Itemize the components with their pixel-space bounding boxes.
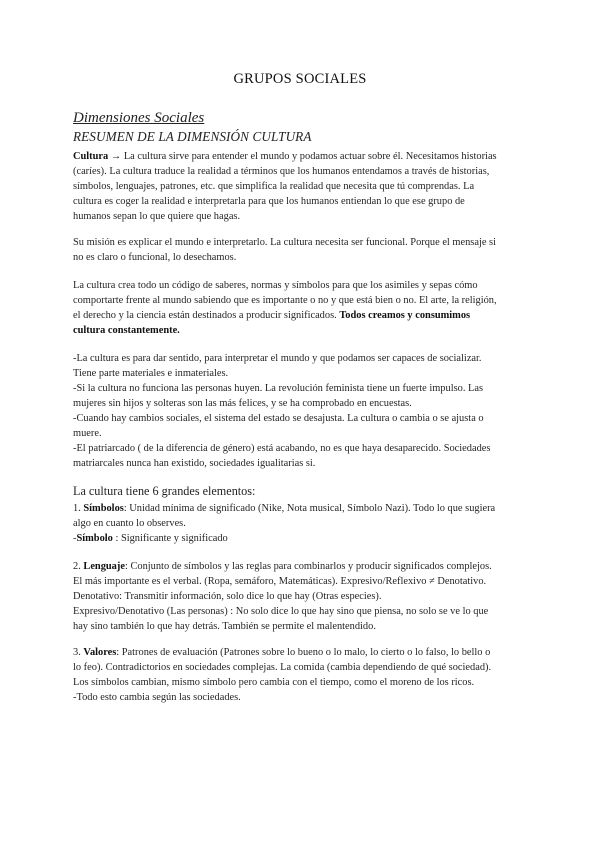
emphasis-text: Todos creamos y consumimos xyxy=(339,310,471,321)
text-line: comportarte frente al mundo sabiendo que es importante o no y que está bien o no. El arte, la religión, xyxy=(73,295,497,306)
bullet-line: -Cuando hay cambios sociales, el sistema del estado se desajusta. La cultura o cambia o se ajusta o xyxy=(73,413,484,424)
text-line: humanos sepan lo que quiere que hagas. xyxy=(73,211,241,222)
bullet-line: mujeres sin hijos y solteras son las más felices, y se ha comprobado en encuestas. xyxy=(73,398,412,409)
bullet-line: -La cultura es para dar sentido, para interpretar el mundo y que podamos ser capaces de socializar. xyxy=(73,353,482,364)
text-line: (caríes). La cultura traduce la realidad a términos que los humanos entendamos a través de historias, xyxy=(73,166,490,177)
text-line: Denotativo: Transmitir información, solo dice lo que hay (Otras especies). xyxy=(73,591,382,602)
item-number: 1. xyxy=(73,503,84,514)
item-number: 3. xyxy=(73,647,84,658)
bullet-line: Tiene parte materiales e inmateriales. xyxy=(73,368,229,379)
text-line: Los símbolos cambian, mismo símbolo pero cambia con el tiempo, como el moreno de los ricos. xyxy=(73,677,475,688)
item-number: 2. xyxy=(73,561,84,572)
term-simbolo: Símbolo xyxy=(76,533,113,544)
mission-paragraph xyxy=(73,235,533,265)
text-line: La cultura crea todo un código de saberes, normas y símbolos para que los asimiles y sepas cómo xyxy=(73,280,478,291)
text-line: : Conjunto de símbolos y las reglas para combinarlos y producir significados complejos. xyxy=(124,561,492,572)
arrow-glyph: → xyxy=(110,151,122,162)
text-line: El más importante es el verbal. (Ropa, semáforo, Matemáticas). Expresivo/Reflexivo ≠ Denotativo. xyxy=(73,576,487,587)
term-valores: Valores xyxy=(83,647,117,658)
text-line: Su misión es explicar el mundo e interpretarlo. La cultura necesita ser funcional. Porque el mensaje si xyxy=(73,237,496,248)
bullet-line: matriarcales nunca han existido, sociedades igualitarias si. xyxy=(73,458,316,469)
subsection-heading: RESUMEN DE LA DIMENSIÓN CULTURA xyxy=(73,129,312,144)
term-cultura: Cultura xyxy=(73,151,109,162)
text-line: : Unidad mínima de significado (Nike, Nota musical, Símbolo Nazi). Todo lo que sugiera xyxy=(123,503,496,514)
text-line: no es claro o funcional, lo desechamos. xyxy=(73,252,237,263)
intro-paragraph xyxy=(73,149,533,224)
code-paragraph xyxy=(73,278,533,338)
dash-glyph: - xyxy=(73,533,77,544)
text-line: el derecho y la ciencia están destinados a producir significados. xyxy=(73,310,340,321)
bullet-line: -El patriarcado ( de la diferencia de género) está acabando, no es que haya desaparecido. Sociedades xyxy=(73,443,491,454)
term-lenguaje: Lenguaje xyxy=(83,561,125,572)
bullet-line: muere. xyxy=(73,428,102,439)
element-valores xyxy=(73,645,533,705)
emphasis-text: cultura constantemente. xyxy=(73,325,180,336)
element-lenguaje xyxy=(73,559,533,634)
page-title: GRUPOS SOCIALES xyxy=(233,71,367,87)
text-line: : Patrones de evaluación (Patrones sobre lo bueno o lo malo, lo cierto o lo falso, lo bello o xyxy=(116,647,491,658)
text-line: : Significante y significado xyxy=(112,533,228,544)
text-line: hay sino también lo que hay detrás. También se permite el malentendido. xyxy=(73,621,376,632)
text-line: lo feo). Contradictorios en sociedades complejas. La comida (cambia dependiendo de qué sociedad). xyxy=(73,662,492,673)
text-line: Expresivo/Denotativo (Las personas) : No solo dice lo que hay sino que piensa, no solo se ve lo que xyxy=(73,606,489,617)
text-line: -Todo esto cambia según las sociedades. xyxy=(73,692,241,703)
text-line: símbolos, lenguajes, patrones, etc. que simplifica la realidad que necesita que tú comprendas. La xyxy=(73,181,475,192)
section-heading: Dimensiones Sociales xyxy=(73,110,205,126)
bullet-line: -Si la cultura no funciona las personas huyen. La revolución feminista tiene un fuerte impulso. Las xyxy=(73,383,484,394)
text-line: algo en cuanto lo observes. xyxy=(73,518,186,529)
element-simbolos xyxy=(73,501,533,546)
text-line: cultura es coger la realidad e interpretarla para que los humanos entiendan lo que ese grupo de xyxy=(73,196,465,207)
text-line: La cultura sirve para entender el mundo y podamos actuar sobre él. Necesitamos historias xyxy=(121,151,497,162)
elements-heading: La cultura tiene 6 grandes elementos: xyxy=(73,484,256,498)
bullet-list xyxy=(73,351,533,471)
term-simbolos: Símbolos xyxy=(83,503,124,514)
